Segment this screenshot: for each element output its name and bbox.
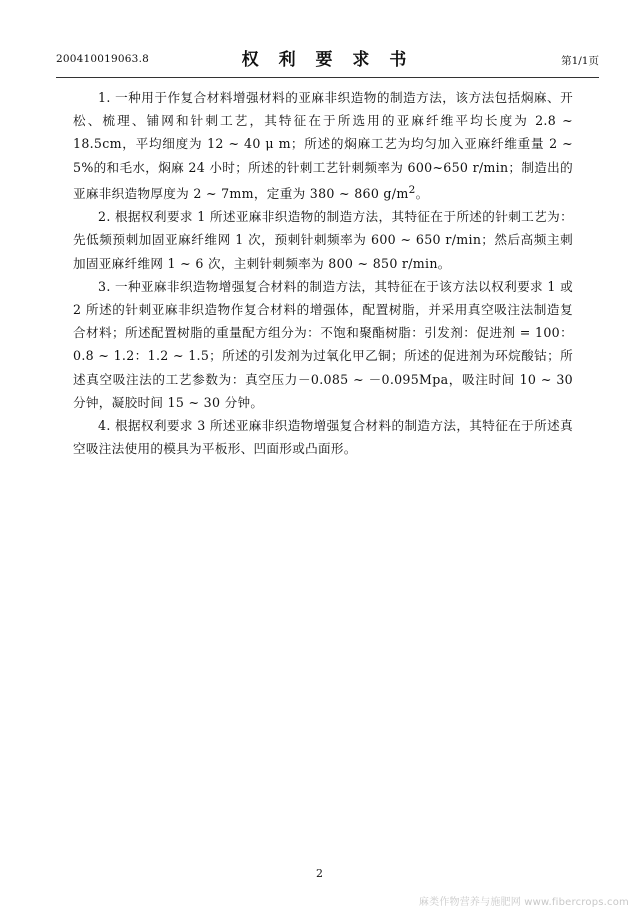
document-title: 权 利 要 求 书: [241, 50, 414, 70]
claim-2: [73, 205, 573, 275]
claim-1-superscript: 2: [408, 183, 416, 196]
page-indicator: 第1/1页: [561, 55, 599, 67]
claim-1-text: 1. 一种用于作复合材料增强材料的亚麻非织造物的制造方法，该方法包括焖麻、开松、梳理、铺网和针刺工艺，其特征在于所选用的亚麻纤维平均长度为 2.8 ~ 18.5cm，平均细度为 12 ~ 40 μ m；所述的焖麻工艺为均匀加入亚麻纤维重量 2 ~ 5%的和毛水，焖麻 24 小时；所述的针刺工艺针刺频率为 600~650 r/min；制造出的亚麻非织造物厚度为 2 ~ 7mm，定重为 380 ~ 860 g/m: [73, 90, 573, 201]
claim-3-text: 3. 一种亚麻非织造物增强复合材料的制造方法，其特征在于该方法以权利要求 1 或 2 所述的针刺亚麻非织造物作复合材料的增强体，配置树脂，并采用真空吸注法制造复合材料；所述配置树脂的重量配方组分为：不饱和聚酯树脂：引发剂：促进剂 = 100：0.8 ~ 1.2：1.2 ~ 1.5；所述的引发剂为过氧化甲乙铜；所述的促进剂为环烷酸钴；所述真空吸注法的工艺参数为：真空压力－0.085 ~ －0.095Mpa，吸注时间 10 ~ 30 分钟，凝胶时间 15 ~ 30 分钟。: [73, 278, 573, 410]
page-header: [56, 44, 599, 74]
watermark: 麻类作物营养与施肥网 www.fibercrops.com: [418, 897, 629, 908]
claims-body: [73, 86, 573, 460]
application-number: 200410019063.8: [56, 53, 149, 65]
page-number: 2: [316, 867, 323, 880]
claim-1-end: 。: [415, 186, 429, 201]
claim-4: [73, 414, 573, 460]
claim-1: [73, 86, 573, 205]
claim-4-text: 4. 根据权利要求 3 所述亚麻非织造物增强复合材料的制造方法，其特征在于所述真空吸注法使用的模具为平板形、凹面形或凸面形。: [73, 418, 573, 457]
header-divider: [56, 77, 599, 78]
claim-2-text: 2. 根据权利要求 1 所述亚麻非织造物的制造方法，其特征在于所述的针刺工艺为：先低频预刺加固亚麻纤维网 1 次，预刺针刺频率为 600 ~ 650 r/min；然后高频主刺加固亚麻纤维网 1 ~ 6 次，主刺针刺频率为 800 ~ 850 r/min。: [73, 209, 573, 271]
claim-3: [73, 275, 573, 414]
